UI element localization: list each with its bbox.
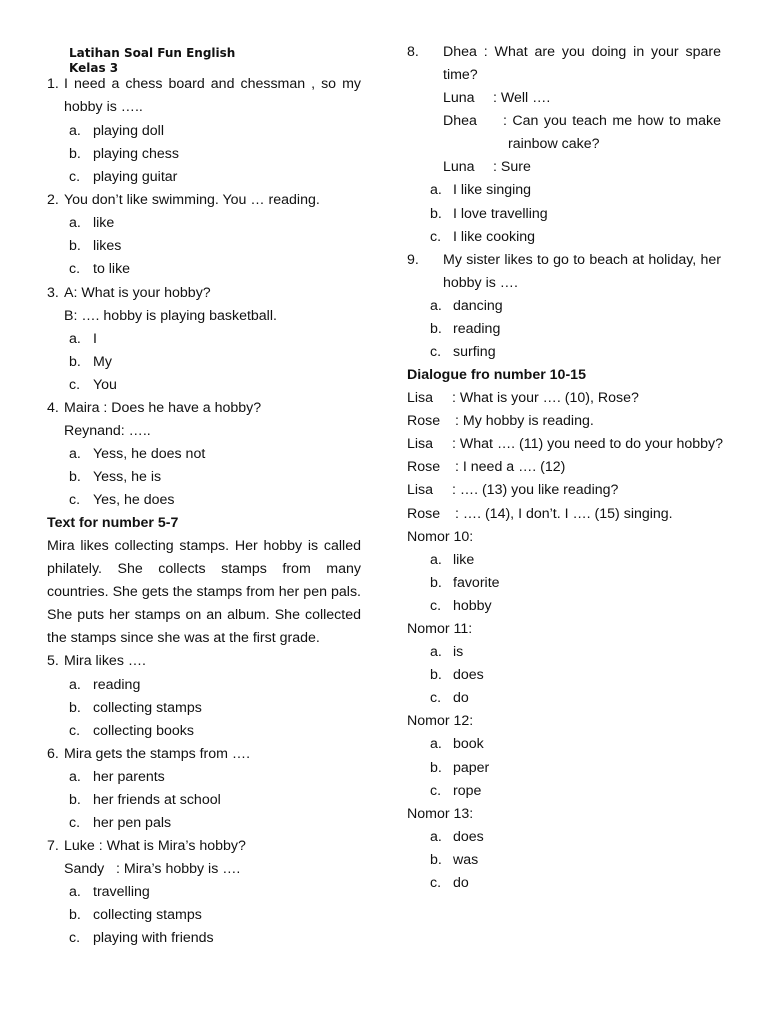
option-letter: a.: [69, 677, 81, 693]
option-letter: b.: [430, 760, 442, 776]
option-text: I: [93, 331, 97, 347]
option-text: does: [453, 667, 484, 683]
option-letter: b.: [69, 700, 81, 716]
option-letter: b.: [69, 354, 81, 370]
option-letter: b.: [430, 667, 442, 683]
dialog-line: : Can you teach me how to make: [503, 113, 721, 129]
question-text: Dhea : What are you doing in your spare: [443, 44, 721, 60]
option-letter: c.: [69, 815, 81, 831]
option-text: playing with friends: [93, 930, 214, 946]
option-letter: c.: [69, 492, 81, 508]
option-text: likes: [93, 238, 122, 254]
option-text: surfing: [453, 344, 496, 360]
passage-line: countries. She gets the stamps from her pen pals.: [47, 584, 361, 600]
dialog-line: : Sure: [493, 159, 531, 175]
dialog-speaker: Lisa: [407, 482, 434, 498]
dialog-speaker: Rose: [407, 413, 441, 429]
option-text: reading: [453, 321, 501, 337]
section-heading: Dialogue fro number 10-15: [407, 367, 586, 383]
option-letter: c.: [430, 344, 442, 360]
dialog-speaker: Dhea: [443, 113, 477, 129]
option-text: was: [453, 852, 479, 868]
option-letter: a.: [430, 644, 442, 660]
option-text: hobby: [453, 598, 492, 614]
option-text: favorite: [453, 575, 500, 591]
dialog-line: : My hobby is reading.: [455, 413, 594, 429]
passage-line: philately. She collects stamps from many: [47, 561, 361, 577]
option-text: collecting stamps: [93, 700, 202, 716]
option-text: rope: [453, 783, 482, 799]
option-letter: a.: [430, 736, 442, 752]
dialog-speaker: Lisa: [407, 436, 434, 452]
question-text: My sister likes to go to beach at holiday, her: [443, 252, 721, 268]
option-letter: c.: [430, 229, 442, 245]
option-text: travelling: [93, 884, 150, 900]
passage-line: Mira likes collecting stamps. Her hobby is called: [47, 538, 361, 554]
option-text: playing chess: [93, 146, 179, 162]
dialog-line: : Well ….: [493, 90, 551, 106]
dialog-speaker: Rose: [407, 459, 441, 475]
question-text: Sandy : Mira’s hobby is ….: [64, 861, 241, 877]
option-letter: b.: [69, 146, 81, 162]
option-text: do: [453, 690, 469, 706]
option-text: is: [453, 644, 464, 660]
dialog-line: : I need a …. (12): [455, 459, 566, 475]
option-text: collecting books: [93, 723, 194, 739]
dialog-line: : …. (14), I don’t. I …. (15) singing.: [455, 506, 673, 522]
option-text: like: [93, 215, 115, 231]
option-letter: a.: [430, 552, 442, 568]
dialog-line: : What is your …. (10), Rose?: [452, 390, 639, 406]
option-text: her friends at school: [93, 792, 221, 808]
option-text: do: [453, 875, 469, 891]
group-label: Nomor 10:: [407, 529, 474, 545]
question-number: 7.: [47, 838, 59, 854]
option-text: to like: [93, 261, 131, 277]
option-letter: a.: [69, 331, 81, 347]
option-text: collecting stamps: [93, 907, 202, 923]
option-letter: c.: [69, 723, 81, 739]
option-letter: a.: [430, 182, 442, 198]
question-number: 8.: [407, 44, 419, 60]
question-text: time?: [443, 67, 478, 83]
question-number: 3.: [47, 285, 59, 301]
question-text: Luke : What is Mira’s hobby?: [64, 838, 246, 854]
option-letter: a.: [430, 829, 442, 845]
dialog-line: : What …. (11) you need to do your hobby?: [452, 436, 724, 452]
option-text: playing doll: [93, 123, 164, 139]
option-letter: a.: [69, 884, 81, 900]
option-letter: a.: [430, 298, 442, 314]
question-text: You don’t like swimming. You … reading.: [64, 192, 320, 208]
question-text: Maira : Does he have a hobby?: [64, 400, 262, 416]
option-text: paper: [453, 760, 490, 776]
option-letter: b.: [430, 321, 442, 337]
option-letter: c.: [69, 261, 81, 277]
option-letter: a.: [69, 769, 81, 785]
dialog-speaker: Lisa: [407, 390, 434, 406]
option-letter: a.: [69, 446, 81, 462]
section-heading: Text for number 5-7: [47, 515, 179, 531]
question-number: 1.: [47, 76, 59, 92]
option-letter: a.: [69, 215, 81, 231]
option-text: book: [453, 736, 484, 752]
option-letter: c.: [69, 377, 81, 393]
question-number: 9.: [407, 252, 419, 268]
option-text: her pen pals: [93, 815, 172, 831]
option-text: You: [93, 377, 117, 393]
option-text: My: [93, 354, 112, 370]
option-letter: c.: [69, 930, 81, 946]
option-letter: b.: [430, 852, 442, 868]
question-number: 6.: [47, 746, 59, 762]
dialog-line: : …. (13) you like reading?: [452, 482, 619, 498]
question-text: Mira likes ….: [64, 653, 146, 669]
question-text: I need a chess board and chessman , so my: [64, 76, 361, 92]
dialog-line: rainbow cake?: [508, 136, 600, 152]
option-text: does: [453, 829, 484, 845]
option-letter: c.: [69, 169, 81, 185]
question-number: 4.: [47, 400, 59, 416]
dialog-speaker: Rose: [407, 506, 441, 522]
option-letter: c.: [430, 875, 442, 891]
option-text: Yess, he does not: [93, 446, 206, 462]
option-letter: c.: [430, 690, 442, 706]
question-text: Reynand: …..: [64, 423, 151, 439]
question-text: A: What is your hobby?: [64, 285, 211, 301]
option-text: I like cooking: [453, 229, 536, 245]
dialog-speaker: Luna: [443, 159, 475, 175]
option-letter: b.: [69, 792, 81, 808]
option-letter: b.: [69, 469, 81, 485]
option-text: like: [453, 552, 475, 568]
passage-line: the stamps since she was at the first grade.: [47, 630, 320, 646]
option-text: playing guitar: [93, 169, 178, 185]
dialog-speaker: Luna: [443, 90, 475, 106]
option-text: I love travelling: [453, 206, 548, 222]
question-text: hobby is ….: [443, 275, 518, 291]
option-text: reading: [93, 677, 141, 693]
option-letter: b.: [69, 907, 81, 923]
option-letter: a.: [69, 123, 81, 139]
option-text: I like singing: [453, 182, 532, 198]
option-letter: b.: [430, 575, 442, 591]
question-number: 5.: [47, 653, 59, 669]
option-text: Yess, he is: [93, 469, 162, 485]
question-text: Mira gets the stamps from ….: [64, 746, 251, 762]
passage-line: She puts her stamps on an album. She collected: [47, 607, 361, 623]
group-label: Nomor 13:: [407, 806, 474, 822]
group-label: Nomor 11:: [407, 621, 473, 637]
option-letter: b.: [430, 206, 442, 222]
question-number: 2.: [47, 192, 59, 208]
question-text: hobby is …..: [64, 99, 143, 115]
worksheet-title: Latihan Soal Fun English: [69, 46, 236, 60]
option-letter: c.: [430, 598, 442, 614]
option-letter: b.: [69, 238, 81, 254]
question-text: B: …. hobby is playing basketball.: [64, 308, 277, 324]
option-letter: c.: [430, 783, 442, 799]
option-text: her parents: [93, 769, 165, 785]
option-text: dancing: [453, 298, 503, 314]
grade-label: Kelas 3: [69, 61, 119, 75]
option-text: Yes, he does: [93, 492, 175, 508]
group-label: Nomor 12:: [407, 713, 474, 729]
